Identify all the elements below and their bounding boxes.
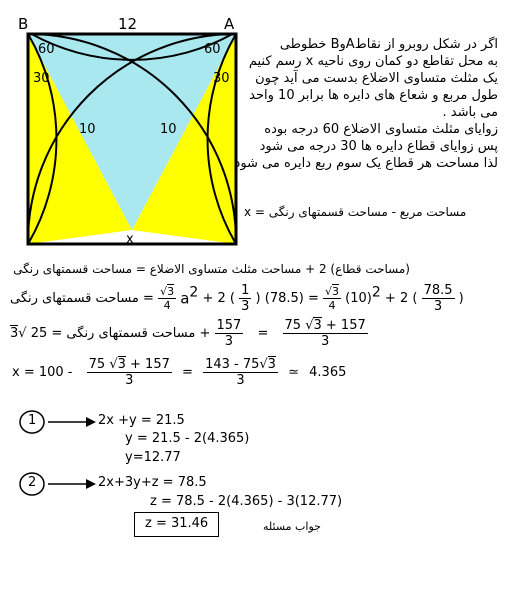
description-line: به محل تقاطع دو کمان روی ناحیه x رسم کنیم (248, 54, 498, 69)
step-1-line-3: y=12.77 (125, 450, 181, 465)
step-2-line-1: 2x+3y+z = 78.5 (98, 475, 207, 490)
angle-left-top: 60 (38, 42, 55, 57)
fraction-sqrt3-over-4: $\frac{√3}{4}$ (160, 285, 175, 312)
description-line: زوایای مثلث متساوی الاضلاع 60 درجه بوده (264, 122, 498, 137)
fraction-eq4-a: $\frac{75 √3 + 157}{3}$ (88, 357, 170, 388)
step-1-circle-label: 1 (28, 413, 37, 428)
equation-1: (مساحت قطاع) 2 + مساحت مثلث متساوی الاضلاع = مساحت قسمتهای رنگی (13, 262, 410, 276)
eq3-lhs: مساحت قسمتهای رنگی = 25 (30, 326, 196, 341)
step-2-line-2: z = 78.5 - 2(4.365) - 3(12.77) (150, 494, 343, 509)
eq2-exp: 2 (189, 284, 199, 301)
fraction-eq4-b: $\frac{143 - 75√3}{3}$ (205, 357, 276, 388)
label-x: x (126, 232, 134, 247)
eq2-mid: ) (78.5) = (255, 291, 319, 306)
equation-4 (12, 357, 346, 388)
geometry-figure (0, 0, 245, 250)
fraction-157-over-3: $\frac{157}{3}$ (216, 318, 242, 349)
eq2-a: a (180, 289, 190, 308)
angle-right-top: 60 (204, 42, 221, 57)
approx-symbol: ≃ (288, 365, 299, 380)
description-block (234, 36, 498, 172)
eq2-lhs: مساحت قسمتهای رنگی = (10, 291, 154, 306)
eq4-result: 4.365 (309, 365, 347, 380)
description-line: لذا مساحت هر قطاع یک سوم ربع دایره می شود (234, 156, 498, 171)
fraction-eq3-result: $\frac{75 √3 + 157}{3}$ (284, 318, 366, 349)
step-1-line-1: 2x +y = 21.5 (98, 413, 185, 428)
eq4-eq: = (182, 365, 193, 380)
step-2-circle-label: 2 (28, 475, 37, 490)
answer-box: z = 31.46 (134, 512, 219, 537)
equation-3: مساحت قسمتهای رنگی = 25 √3 + $\frac{157}{3}$ = $\frac{75 √3 + 157}{3}$ (10, 318, 366, 349)
eq3-plus: + (199, 326, 211, 341)
answer-label: جواب مسئله (263, 520, 321, 533)
formula-x: x = مساحت مربع - مساحت قسمتهای رنگی (244, 205, 467, 219)
eq2-close: ) (458, 291, 464, 306)
eq2-plus2: + 2 ( (384, 291, 418, 306)
label-b: B (18, 15, 29, 33)
eq2-plus: + 2 ( (202, 291, 235, 306)
eq2-ten: (10) (345, 291, 372, 306)
side-right: 10 (160, 122, 177, 137)
description-line: اگر در شکل روبرو از نقاطAوB خطوطی (279, 37, 498, 52)
eq4-lhs: x = 100 - (12, 365, 73, 380)
eq3-eq: = (257, 326, 269, 341)
description-line: طول مربع و شعاع های دایره ها برابر 10 واحد (249, 88, 498, 103)
angle-right-side: 30 (213, 71, 230, 86)
fraction-sqrt3-over-4b: $\frac{√3}{4}$ (325, 285, 340, 312)
description-line: می باشد . (442, 105, 498, 120)
label-top-length: 12 (118, 15, 138, 33)
description-line: یک مثلث متساوی الاضلاع بدست می آید چون (255, 71, 498, 86)
label-a: A (224, 15, 235, 33)
step-1-line-2: y = 21.5 - 2(4.365) (125, 431, 250, 446)
fraction-1-over-3: $\frac{1}{3}$ (241, 283, 250, 314)
equation-2: مساحت قسمتهای رنگی = $\frac{√3}{4}$ a2 + 2 ( $\frac{1}{3}$ ) (78.5) = $\frac{√3}{4}$ (10)2 + 2 ( $\frac{78.5}{3}$ ) (10, 283, 464, 314)
fraction-785-over-3: $\frac{78.5}{3}$ (423, 283, 453, 314)
description-line: پس زوایای قطاع دایره ها 30 درجه می شود (259, 139, 498, 154)
side-left: 10 (79, 122, 96, 137)
angle-left-side: 30 (33, 71, 50, 86)
